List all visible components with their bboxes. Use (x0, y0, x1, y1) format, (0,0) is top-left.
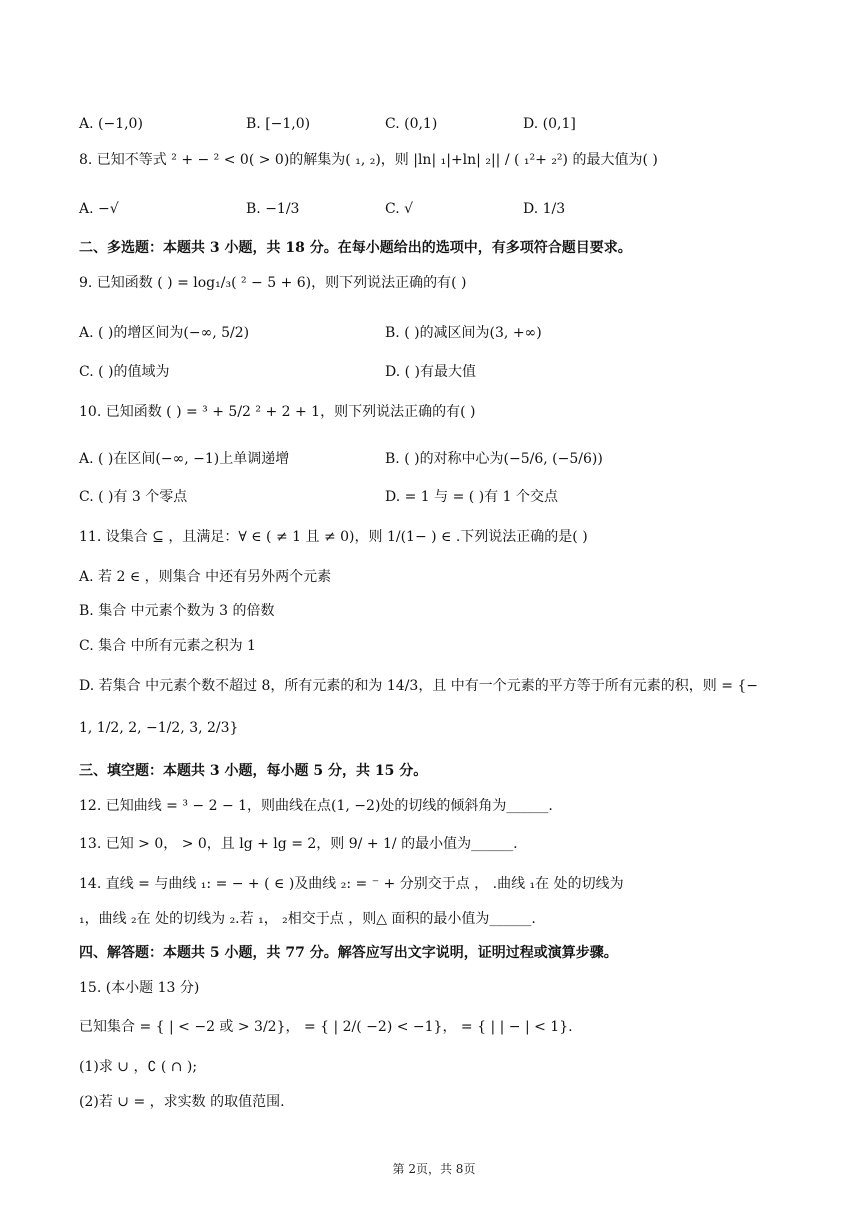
q10-option-b: B. ( )的对称中心为(−5/6, (−5/6)) (385, 451, 603, 467)
q14-line2: ₁，曲线 ₂在 处的切线为 ₂.若 ₁， ₂相交于点 ，则△ 面积的最小值为______. (79, 911, 536, 927)
q10-option-d: D. = 1 与 = ( )有 1 个交点 (385, 489, 558, 505)
q7-option-a: A. (−1,0) (79, 116, 143, 132)
q11-option-a: A. 若 2 ∈ ，则集合 中还有另外两个元素 (79, 569, 332, 585)
section-heading-multi-choice: 二、多选题：本题共 3 小题，共 18 分。在每小题给出的选项中，有多项符合题目要求。 (79, 240, 632, 256)
q7-option-d: D. (0,1] (523, 116, 576, 132)
q11-option-d-line1: D. 若集合 中元素个数不超过 8，所有元素的和为 14/3，且 中有一个元素的平方等于所有元素的积，则 = {− (79, 678, 759, 694)
q11-option-b: B. 集合 中元素个数为 3 的倍数 (79, 603, 275, 619)
q11-option-d-line2: 1, 1/2, 2, −1/2, 3, 2/3} (79, 720, 239, 736)
q10-option-c: C. ( )有 3 个零点 (79, 489, 188, 505)
q15-stem: 已知集合 = { | < −2 或 > 3/2}， = { | 2/( −2) < −1}， = { | | − | < 1}. (79, 1019, 573, 1035)
section-heading-fill-blank: 三、填空题：本题共 3 小题，每小题 5 分，共 15 分。 (79, 763, 428, 779)
q8-option-c: C. √ (385, 201, 414, 217)
q8-stem: 8. 已知不等式 ² + − ² < 0( > 0)的解集为( ₁, ₂)，则 |ln| ₁|+ln| ₂|| / ( ₁²+ ₂²) 的最大值为( ) (79, 152, 658, 168)
q10-stem: 10. 已知函数 ( ) = ³ + 5/2 ² + 2 + 1，则下列说法正确的有( ) (79, 404, 476, 420)
q14-line1: 14. 直线 = 与曲线 ₁: = − + ( ∈ )及曲线 ₂: = ⁻ + 分别交于点 ， .曲线 ₁在 处的切线为 (79, 876, 624, 892)
q9-option-c: C. ( )的值域为 (79, 364, 170, 380)
q12: 12. 已知曲线 = ³ − 2 − 1，则曲线在点(1, −2)处的切线的倾斜角为______. (79, 798, 553, 814)
q13: 13. 已知 > 0， > 0，且 lg + lg = 2，则 9/ + 1/ 的最小值为______. (79, 836, 518, 852)
q10-option-a: A. ( )在区间(−∞, −1)上单调递增 (79, 451, 290, 467)
q8-option-b: B. −1/3 (246, 201, 300, 217)
q8-option-d: D. 1/3 (523, 201, 566, 217)
q8-option-a: A. −√ (79, 201, 119, 217)
page-footer: 第 2页，共 8页 (392, 1162, 476, 1176)
section-heading-solutions: 四、解答题：本题共 5 小题，共 77 分。解答应写出文字说明，证明过程或演算步骤。 (79, 945, 618, 961)
q11-option-c: C. 集合 中所有元素之积为 1 (79, 638, 256, 654)
q15-part1: (1)求 ∪ ，∁ ( ∩ ); (79, 1059, 198, 1075)
q9-option-a: A. ( )的增区间为(−∞, 5/2) (79, 325, 250, 341)
q15-part2: (2)若 ∪ = ，求实数 的取值范围. (79, 1094, 285, 1110)
q7-option-c: C. (0,1) (385, 116, 438, 132)
q11-stem: 11. 设集合 ⊆ ，且满足：∀ ∈ ( ≠ 1 且 ≠ 0)，则 1/(1− ) ∈ .下列说法正确的是( ) (79, 529, 588, 545)
q15-title: 15. (本小题 13 分) (79, 980, 200, 996)
q9-stem: 9. 已知函数 ( ) = log₁/₃( ² − 5 + 6)，则下列说法正确的有( ) (79, 275, 467, 291)
q9-option-d: D. ( )有最大值 (385, 364, 476, 380)
q9-option-b: B. ( )的减区间为(3, +∞) (385, 325, 542, 341)
q7-option-b: B. [−1,0) (246, 116, 311, 132)
